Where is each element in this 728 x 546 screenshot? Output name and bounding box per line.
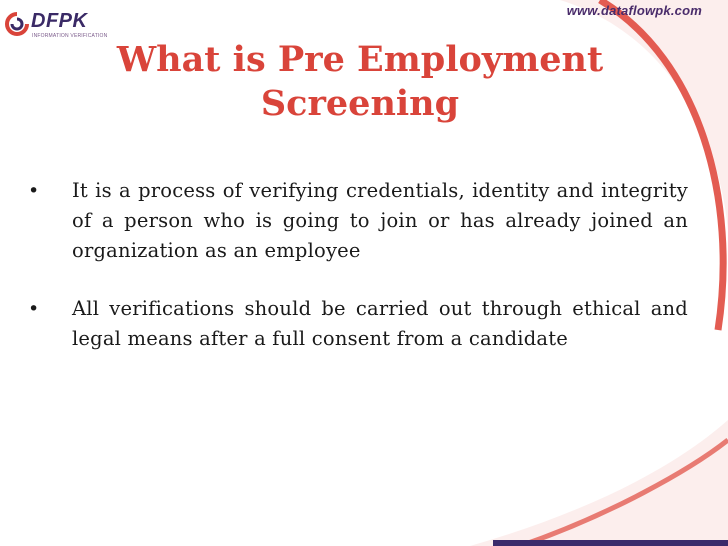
website-url[interactable]: www.dataflowpk.com — [566, 3, 702, 18]
bullet-text: All verifications should be carried out through ethical and legal means after a full consent from a candidate — [72, 297, 688, 350]
bullet-text: It is a process of verifying credentials, identity and integrity of a person who is going to join or has already joined an organization as an employee — [72, 179, 688, 262]
bullet-dot-icon: • — [28, 298, 40, 320]
bullet-list — [28, 176, 688, 354]
dfpk-logo — [4, 10, 114, 40]
footer-accent-bar — [493, 540, 728, 546]
slide-title: What is Pre Employment Screening — [116, 39, 604, 124]
bullet-dot-icon: • — [28, 180, 40, 202]
logo-tagline: INFORMATION VERIFICATION — [32, 33, 108, 39]
logo-name: DFPK — [31, 10, 88, 32]
bullet-item — [28, 176, 688, 266]
dfpk-swirl-icon — [4, 12, 30, 36]
bullet-item — [28, 294, 688, 354]
